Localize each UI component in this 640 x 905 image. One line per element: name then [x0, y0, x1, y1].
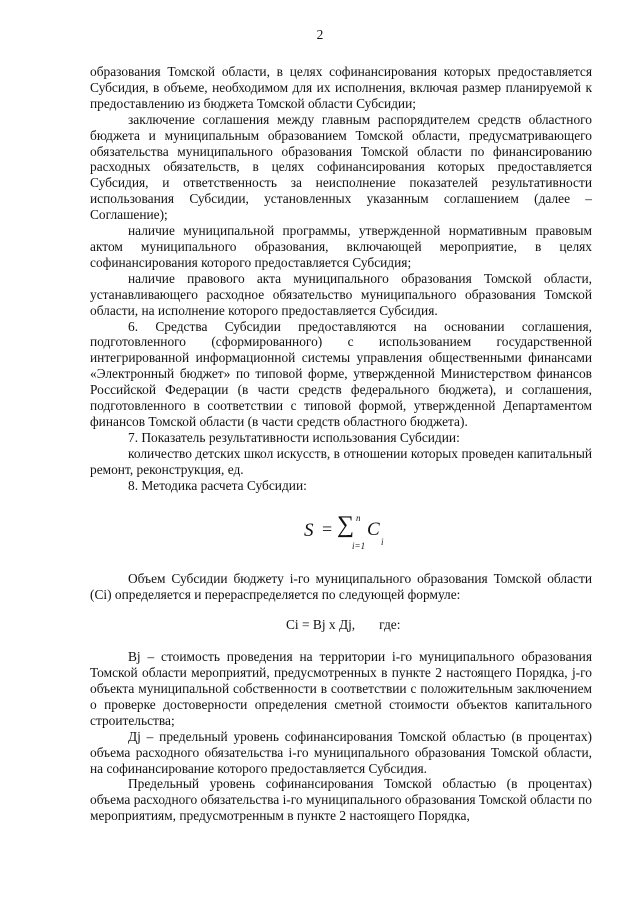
paragraph-agreement: заключение соглашения между главным распорядителем средств областного бюджета и муниципальным образованием Томской области, предусматривающего обязательства муниципального образования Томской области по финансированию расходных обязательств, в целях софинансирования которых предоставляется Субсидия, и ответственность за неисполнение показателей результативности использования Субсидии, установленных указанным соглашением (далее – Соглашение); — [90, 111, 592, 223]
paragraph-program: наличие муниципальной программы, утвержденной нормативным правовым актом муниципального образования, включающей мероприятие, в целях софинансирования которого предоставляется Субсидия; — [90, 223, 592, 270]
paragraph-legal-act: наличие правового акта муниципального образования Томской области, устанавливающего расходное обязательство муниципального образования Томской области, на исполнение которого предоставляется Субсидия. — [90, 270, 592, 318]
formula-equals: = — [322, 519, 333, 540]
paragraph-limit-level: Предельный уровень софинансирования Томской областью (в процентах) объема расходного обязательства i-го муниципального образования Томской области по мероприятиям, предусмотренным в пункте 2 настоящего Порядка, — [90, 776, 592, 824]
formula-ci-expression: Ci = Bj x Дj, — [286, 617, 356, 633]
paragraph-indicator: количество детских школ искусств, в отношении которых проведен капитальный ремонт, реконструкция, ед. — [90, 445, 592, 477]
document-body — [90, 64, 592, 824]
formula-ci-where: где: — [379, 617, 401, 633]
sum-term: C — [367, 519, 380, 541]
formula-ci — [90, 617, 592, 633]
paragraph-dj-definition: Дj – предельный уровень софинансирования Томской областью (в процентах) объема расходного обязательства i-го муниципального образования Томской области, на софинансирование которого предоставляется Субсидия. — [90, 728, 592, 776]
paragraph-continuation: образования Томской области, в целях софинансирования которых предоставляется Субсидия, в объеме, необходимом для их исполнения, включая размер планируемой к предоставлению из бюджета Томской области Субсидии; — [90, 64, 592, 111]
paragraph-item-7: 7. Показатель результативности использования Субсидии: — [128, 429, 460, 445]
paragraph-bj-definition: Вj – стоимость проведения на территории i-го муниципального образования Томской области мероприятий, предусмотренных в пункте 2 настоящего Порядка, j-го объекта муниципальной собственности в соответствии с положительным заключением о проверке достоверности определения сметной стоимости объектов капитального строительства; — [90, 649, 592, 728]
sigma-symbol: ∑ — [337, 512, 355, 539]
formula-sum — [90, 512, 592, 552]
page-number: 2 — [316, 27, 324, 42]
paragraph-item-8: 8. Методика расчета Субсидии: — [128, 477, 307, 493]
sum-upper-limit: n — [356, 513, 361, 524]
sum-lower-limit: i=1 — [352, 541, 366, 552]
sum-term-subscript: i — [381, 537, 384, 548]
paragraph-item-6: 6. Средства Субсидии предоставляются на основании соглашения, подготовленного (сформированного) с использованием государственной интегрированной информационной системы управления общественными финансами «Электронный бюджет» по типовой форме, утвержденной Министерством финансов Российской Федерации (в части средств федерального бюджета), и соглашения, подготовленного в соответствии с типовой формой, утвержденной Департаментом финансов Томской области (в части средств областного бюджета). — [90, 318, 592, 429]
paragraph-subsidy-volume: Объем Субсидии бюджету i-го муниципального образования Томской области (Ci) определяется и перераспределяется по следующей формуле: — [90, 571, 592, 603]
formula-lhs: S — [304, 520, 314, 542]
